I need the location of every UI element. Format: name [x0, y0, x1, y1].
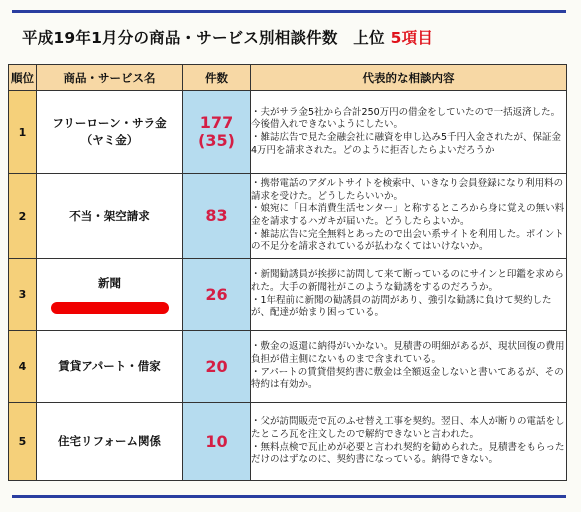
count-cell [183, 174, 251, 259]
redaction-mark [51, 302, 169, 314]
description-cell [251, 259, 567, 331]
rank-cell: 4 [9, 331, 37, 403]
consultation-table [8, 64, 567, 481]
description-line: ・携帯電話のアダルトサイトを検索中、いきなり会員登録になり利用料の請求を受けた。どうしたらいいか。 [251, 178, 564, 202]
header-item: 商品・サービス名 [37, 65, 183, 91]
rank-cell: 3 [9, 259, 37, 331]
item-cell [37, 91, 183, 174]
count-value: 10 [205, 431, 228, 451]
table-row [9, 331, 567, 403]
item-subname: （ヤミ金） [80, 133, 139, 147]
count-subvalue: (35) [198, 131, 235, 150]
count-value: 26 [205, 284, 228, 304]
table-header-row [9, 65, 567, 91]
table-row [9, 403, 567, 481]
count-value: 177 [199, 113, 234, 132]
title-main: 平成19年1月分の商品・サービス別相談件数 上位 [22, 29, 385, 47]
count-cell [183, 403, 251, 481]
rank-cell: 1 [9, 91, 37, 174]
description-cell [251, 403, 567, 481]
description-line: ・無料点検で瓦止めが必要と言われ契約を勧められた。見積書をもらっただけのはずなのに、契約書になっている。納得できない。 [251, 441, 565, 466]
table-row [9, 174, 567, 259]
description-line: ・雑誌広告で見た金融会社に融資を申し込み5千円入金されたが、保証金4万円を請求された。どのように拒否したらよいだろうか [251, 132, 562, 156]
description-line: ・アパートの賃貸借契約書に敷金は全額返金しないと書いてあるが、その特約は有効か。 [251, 366, 564, 391]
rank-cell: 5 [9, 403, 37, 481]
item-name: フリーローン・サラ金 [52, 116, 167, 130]
rank-cell: 2 [9, 174, 37, 259]
description-line: ・新聞勧誘員が挨拶に訪問して来て断っているのにサインと印鑑を求められた。大手の新聞社がこのような勧誘をするのだろうか。 [251, 269, 564, 293]
description-line: ・娘宛に「日本消費生活センター」と称するところから身に覚えの無い料金を請求するハガキが届いた。どうしたらよいか。 [251, 203, 565, 227]
count-cell [183, 91, 251, 174]
item-name: 住宅リフォーム関係 [58, 434, 161, 448]
description-line: ・父が訪問販売で瓦のふせ替え工事を契約。翌日、本人が断りの電話をしたところ瓦を注文したので解約できないと言われた。 [251, 416, 565, 440]
top-rule [12, 10, 566, 13]
item-name: 新聞 [98, 276, 121, 290]
page-title [22, 26, 562, 50]
count-value: 20 [205, 356, 228, 376]
description-line: ・敷金の返還に納得がいかない。見積書の明細があるが、現状回復の費用負担が借主側にないものまで含まれている。 [251, 341, 565, 365]
count-value: 83 [205, 206, 228, 225]
item-cell [37, 174, 183, 259]
bottom-rule [12, 495, 566, 498]
title-highlight: 5項目 [390, 29, 434, 47]
description-cell [251, 331, 567, 403]
table-row [9, 91, 567, 174]
item-name: 不当・架空請求 [69, 208, 150, 223]
description-line: ・1年程前に新聞の勧誘員の訪問があり、強引な勧誘に負けて契約したが、配達が始まり困っている。 [251, 294, 552, 319]
item-name: 賃貸アパート・借家 [58, 359, 161, 373]
description-line: ・雑誌広告に完全無料とあったので出会い系サイトを利用した。ポイントの不足分を請求されているが払わなくてはいけないか。 [251, 228, 564, 253]
description-line: ・夫がサラ金5社から合計250万円の借金をしていたので一括返済した。今後借入れできないようにしたい。 [251, 106, 561, 131]
description-cell [251, 91, 567, 174]
header-description: 代表的な相談内容 [251, 65, 567, 91]
item-cell [37, 259, 183, 331]
count-cell [183, 259, 251, 331]
item-cell [37, 403, 183, 481]
table-row [9, 259, 567, 331]
item-cell [37, 331, 183, 403]
header-rank: 順位 [9, 65, 37, 91]
description-cell [251, 174, 567, 259]
header-count: 件数 [183, 65, 251, 91]
count-cell [183, 331, 251, 403]
